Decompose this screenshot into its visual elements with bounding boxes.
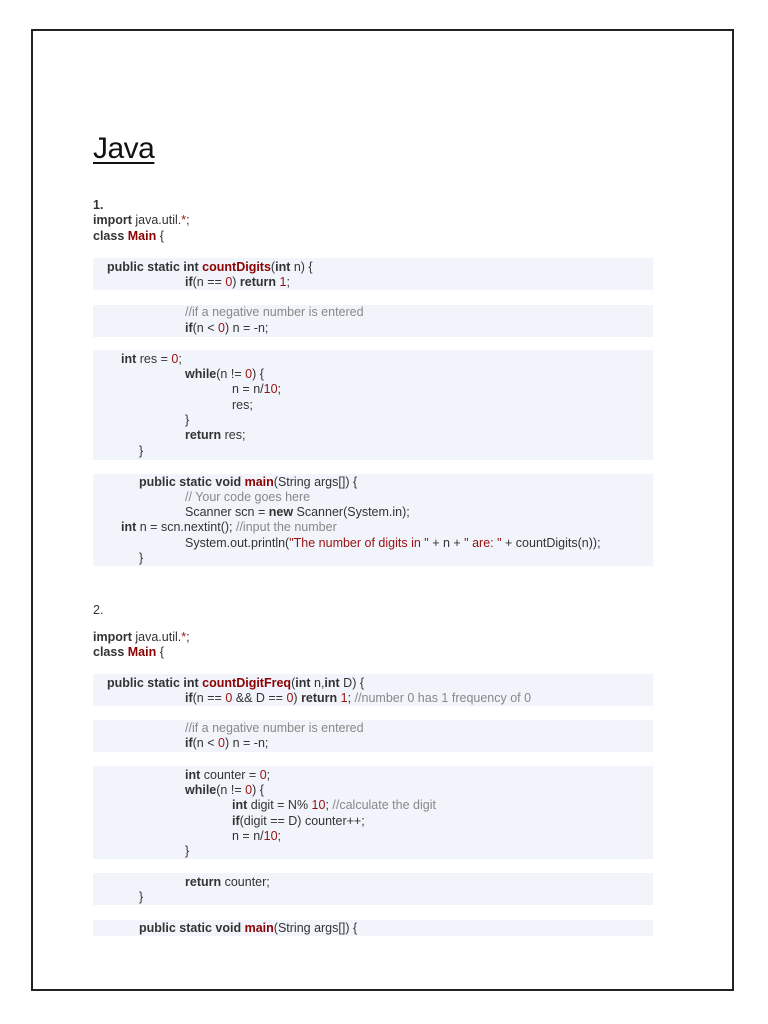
code-line: } [139, 890, 144, 904]
code-line: int digit = N% 10; //calculate the digit [232, 798, 436, 812]
code-shade [93, 720, 653, 752]
section-number: 1. [93, 198, 104, 212]
code-line: public static void main(String args[]) { [139, 475, 358, 489]
code-line: while(n != 0) { [185, 783, 264, 797]
code-line: } [139, 551, 144, 565]
code-line: if(n < 0) n = -n; [185, 736, 269, 750]
code-line: import java.util.*; [93, 213, 190, 227]
code-line: public static int countDigits(int n) { [107, 260, 313, 274]
document-heading: Java [93, 132, 155, 165]
code-line: import java.util.*; [93, 630, 190, 644]
code-line: class Main { [93, 645, 164, 659]
code-line: n = n/10; [232, 382, 282, 396]
code-line: return counter; [185, 875, 270, 889]
code-line: if(n < 0) n = -n; [185, 321, 269, 335]
code-comment: //if a negative number is entered [185, 305, 364, 319]
code-comment: //if a negative number is entered [185, 721, 364, 735]
code-line: } [139, 444, 144, 458]
code-line: int n = scn.nextint(); //input the number [121, 520, 337, 534]
code-line: if(n == 0 && D == 0) return 1; //number 0 has 1 frequency of 0 [185, 691, 532, 705]
code-line: if(n == 0) return 1; [185, 275, 290, 289]
code-line: class Main { [93, 229, 164, 243]
code-shade [93, 873, 653, 905]
code-line: res; [232, 398, 253, 412]
code-comment: // Your code goes here [185, 490, 311, 504]
code-line: public static int countDigitFreq(int n,int D) { [107, 676, 365, 690]
code-line: return res; [185, 428, 246, 442]
code-line: if(digit == D) counter++; [232, 814, 365, 828]
code-line: int counter = 0; [185, 768, 271, 782]
code-line: while(n != 0) { [185, 367, 264, 381]
code-line: System.out.println("The number of digits in " + n + " are: " + countDigits(n)); [185, 536, 601, 550]
code-line: } [185, 413, 190, 427]
code-shade [93, 305, 653, 337]
code-line: int res = 0; [121, 352, 182, 366]
code-line: public static void main(String args[]) { [139, 921, 358, 935]
section-number: 2. [93, 603, 104, 617]
code-line: } [185, 844, 190, 858]
code-line: Scanner scn = new Scanner(System.in); [185, 505, 410, 519]
code-line: n = n/10; [232, 829, 282, 843]
